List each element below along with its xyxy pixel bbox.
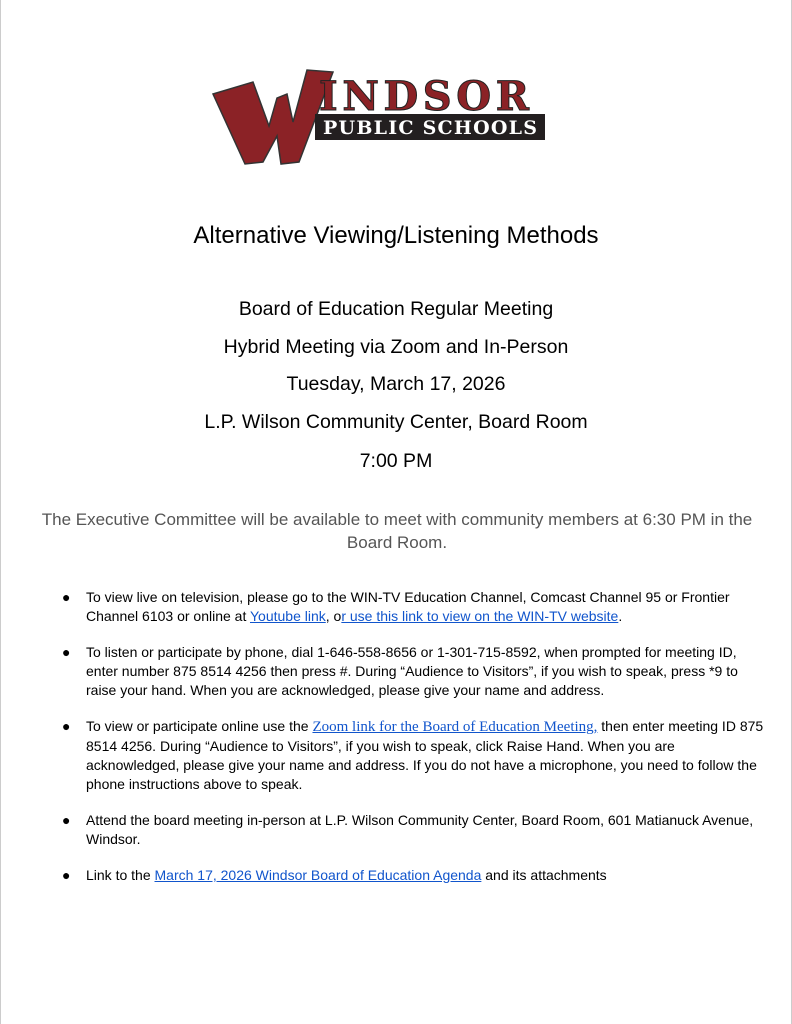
bullet-icon: ● (62, 867, 71, 883)
win-tv-website-link[interactable]: r use this link to view on the WIN-TV website (341, 608, 619, 624)
page-title: Alternative Viewing/Listening Methods (193, 222, 599, 249)
bullet-icon: ● (62, 644, 71, 660)
youtube-link[interactable]: Youtube link (249, 608, 326, 624)
meeting-location: L.P. Wilson Community Center, Board Room (204, 411, 588, 433)
bullet-icon: ● (62, 589, 71, 605)
meeting-time: 7:00 PM (359, 450, 433, 472)
svg-text:INDSOR: INDSOR (319, 73, 529, 120)
list-item-in-person: ● Attend the board meeting in-person at L.P. Wilson Community Center, Board Room, 601 Matianuck Avenue, Windsor. (62, 812, 754, 847)
meeting-date: Tuesday, March 17, 2026 (286, 373, 506, 395)
bullet-icon: ● (62, 812, 71, 828)
windsor-public-schools-logo (211, 66, 551, 166)
bullet-icon: ● (62, 718, 71, 734)
viewing-methods-list (1, 588, 791, 902)
svg-text:PUBLIC SCHOOLS: PUBLIC SCHOOLS (323, 117, 537, 139)
list-item-phone: ● To listen or participate by phone, dial 1-646-558-8656 or 1-301-715-8592, when prompted for meeting ID, enter number 875 8514 4256 then press #. During “Audience to Visitors”, if you wish to speak, press *9 to raise your hand. When you are acknowledged, please give your name and address. (62, 644, 738, 698)
meeting-name: Board of Education Regular Meeting (238, 298, 554, 320)
zoom-meeting-link[interactable]: Zoom link for the Board of Education Meeting, (312, 719, 598, 735)
list-item-online: ● To view or participate online use the Zoom link for the Board of Education Meeting, then enter meeting ID 875 8514 4256. During “Audience to Visitors”, if you wish to speak, click Raise Hand. When you are acknowledged, please give your name and address. If you do not have a microphone, you need to follow the phone instructions above to speak. (62, 718, 764, 792)
agenda-link[interactable]: March 17, 2026 Windsor Board of Education Agenda (154, 867, 482, 883)
list-item-television: ● To view live on television, please go to the WIN-TV Education Channel, Comcast Channel 95 or Frontier Channel 6103 or online at Youtube link, or use this link to view on the WIN-TV website. (62, 589, 730, 624)
executive-committee-note: The Executive Committee will be available to meet with community members at 6:30 PM in the Board Room. (41, 510, 753, 552)
list-item-agenda: ● Link to the March 17, 2026 Windsor Board of Education Agenda and its attachments (62, 867, 607, 883)
meeting-format: Hybrid Meeting via Zoom and In-Person (223, 336, 569, 358)
